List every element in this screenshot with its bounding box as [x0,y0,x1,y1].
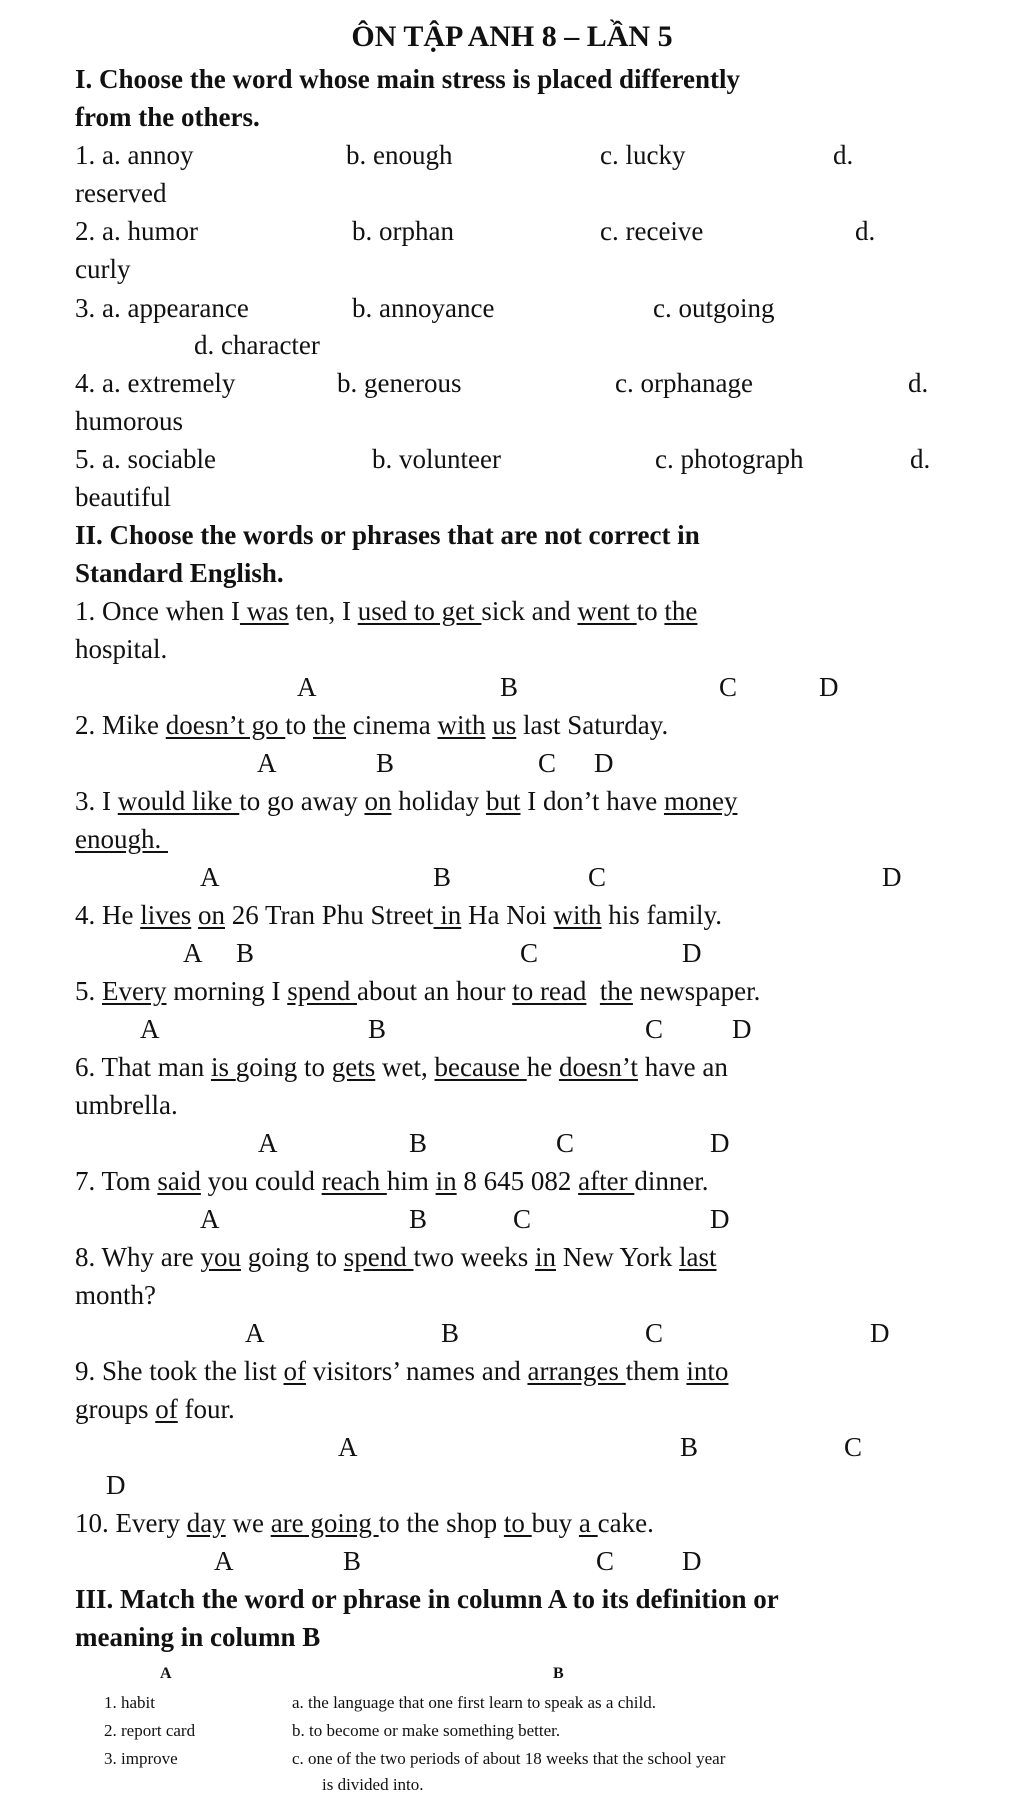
s2-q3-label-b: B [433,862,452,892]
match-term-2: 2. report card [104,1721,196,1740]
s2-q7-label-b: B [409,1204,428,1234]
s2-q8-sentence: 8. Why are you going to spend two weeks in New York last [75,1242,717,1272]
s2-q3-label-a: A [200,862,220,892]
s1-q4-option-d-word: humorous [75,406,183,436]
match-term-3: 3. improve [104,1749,178,1768]
s2-q9-label-b: B [680,1432,699,1462]
s2-q8-sentence-cont: month? [75,1280,156,1310]
s2-q5-label-a: A [140,1014,160,1044]
s1-q2-option-a: 2. a. humor [75,216,198,246]
s2-q8-label-a: A [245,1318,265,1348]
s2-q10-label-d: D [682,1546,702,1576]
s2-q2-sentence: 2. Mike doesn’t go to the cinema with us last Saturday. [75,710,669,740]
s2-q7-label-a: A [200,1204,220,1234]
s2-q1-sentence-cont: hospital. [75,634,168,664]
s2-q6-label-c: C [556,1128,575,1158]
s2-q6-label-a: A [258,1128,278,1158]
s2-q2-label-b: B [376,748,395,778]
s2-q6-sentence: 6. That man is going to gets wet, because he doesn’t have an [75,1052,728,1082]
s2-q4-label-b: B [236,938,255,968]
match-term-1: 1. habit [104,1693,155,1712]
s2-q8-label-b: B [441,1318,460,1348]
s1-q2-option-d: d. [855,216,876,246]
s2-q5-label-d: D [732,1014,752,1044]
section-1-heading-cont: from the others. [75,102,260,132]
s1-q3-option-b: b. annoyance [352,293,495,323]
s1-q3-option-a: 3. a. appearance [75,293,249,323]
s1-q3-option-d: d. character [194,330,320,360]
s2-q5-label-c: C [645,1014,664,1044]
s2-q9-label-c: C [844,1432,863,1462]
s2-q4-label-a: A [183,938,203,968]
s2-q9-label-a: A [338,1432,358,1462]
s1-q3-option-c: c. outgoing [653,293,775,323]
page-title: ÔN TẬP ANH 8 – LẦN 5 [351,20,673,53]
section-3-heading-cont: meaning in column B [75,1622,321,1652]
s2-q9-sentence-cont: groups of four. [75,1394,235,1424]
s2-q6-label-b: B [409,1128,428,1158]
s1-q1-option-c: c. lucky [600,140,686,170]
s2-q1-label-d: D [819,672,839,702]
s2-q7-label-d: D [710,1204,730,1234]
s2-q3-sentence-cont: enough. [75,824,168,854]
s2-q10-label-a: A [214,1546,234,1576]
s2-q8-label-d: D [870,1318,890,1348]
s2-q3-sentence: 3. I would like to go away on holiday but I don’t have money [75,786,738,816]
s1-q4-option-c: c. orphanage [615,368,753,398]
s2-q3-label-c: C [588,862,607,892]
s2-q1-label-c: C [719,672,738,702]
s1-q4-option-d: d. [908,368,929,398]
s2-q4-label-c: C [520,938,539,968]
s2-q10-label-c: C [596,1546,615,1576]
s1-q5-option-d: d. [910,444,931,474]
s2-q6-label-d: D [710,1128,730,1158]
s1-q1-option-a: 1. a. annoy [75,140,194,170]
s1-q5-option-a: 5. a. sociable [75,444,216,474]
s2-q5-label-b: B [368,1014,387,1044]
s2-q2-label-a: A [257,748,277,778]
s2-q1-sentence: 1. Once when I was ten, I used to get sick and went to the [75,596,698,626]
s1-q5-option-d-word: beautiful [75,482,171,512]
s1-q2-option-d-word: curly [75,254,131,284]
section-1-heading: I. Choose the word whose main stress is placed differently [75,64,740,94]
s2-q9-sentence: 9. She took the list of visitors’ names and arranges them into [75,1356,729,1386]
s2-q1-label-b: B [500,672,519,702]
s1-q2-option-b: b. orphan [352,216,454,246]
s1-q2-option-c: c. receive [600,216,704,246]
s2-q7-sentence: 7. Tom said you could reach him in 8 645 082 after dinner. [75,1166,709,1196]
section-3-heading: III. Match the word or phrase in column A to its definition or [75,1584,779,1614]
s1-q1-option-d: d. [833,140,854,170]
s2-q7-label-c: C [513,1204,532,1234]
s2-q3-label-d: D [882,862,902,892]
s2-q4-label-d: D [682,938,702,968]
s1-q1-option-d-word: reserved [75,178,167,208]
s2-q9-label-d: D [106,1470,126,1500]
section-2-heading-cont: Standard English. [75,558,284,588]
s2-q8-label-c: C [645,1318,664,1348]
s1-q4-option-b: b. generous [337,368,462,398]
section-2-heading: II. Choose the words or phrases that are not correct in [75,520,700,550]
s1-q4-option-a: 4. a. extremely [75,368,236,398]
s2-q2-label-d: D [594,748,614,778]
s2-q6-sentence-cont: umbrella. [75,1090,178,1120]
column-a-header: A [160,1665,172,1682]
s1-q5-option-c: c. photograph [655,444,804,474]
s1-q1-option-b: b. enough [346,140,453,170]
s1-q5-option-b: b. volunteer [372,444,501,474]
match-def-b: b. to become or make something better. [292,1721,561,1740]
match-def-c: c. one of the two periods of about 18 weeks that the school year [292,1749,726,1768]
s2-q1-label-a: A [297,672,317,702]
s2-q2-label-c: C [538,748,557,778]
match-def-c-cont: is divided into. [322,1775,424,1794]
s2-q4-sentence: 4. He lives on 26 Tran Phu Street in Ha Noi with his family. [75,900,723,930]
column-b-header: B [553,1665,564,1682]
s2-q10-label-b: B [343,1546,362,1576]
s2-q5-sentence: 5. Every morning I spend about an hour to read the newspaper. [75,976,761,1006]
s2-q10-sentence: 10. Every day we are going to the shop to buy a cake. [75,1508,654,1538]
match-def-a: a. the language that one first learn to speak as a child. [292,1693,656,1712]
